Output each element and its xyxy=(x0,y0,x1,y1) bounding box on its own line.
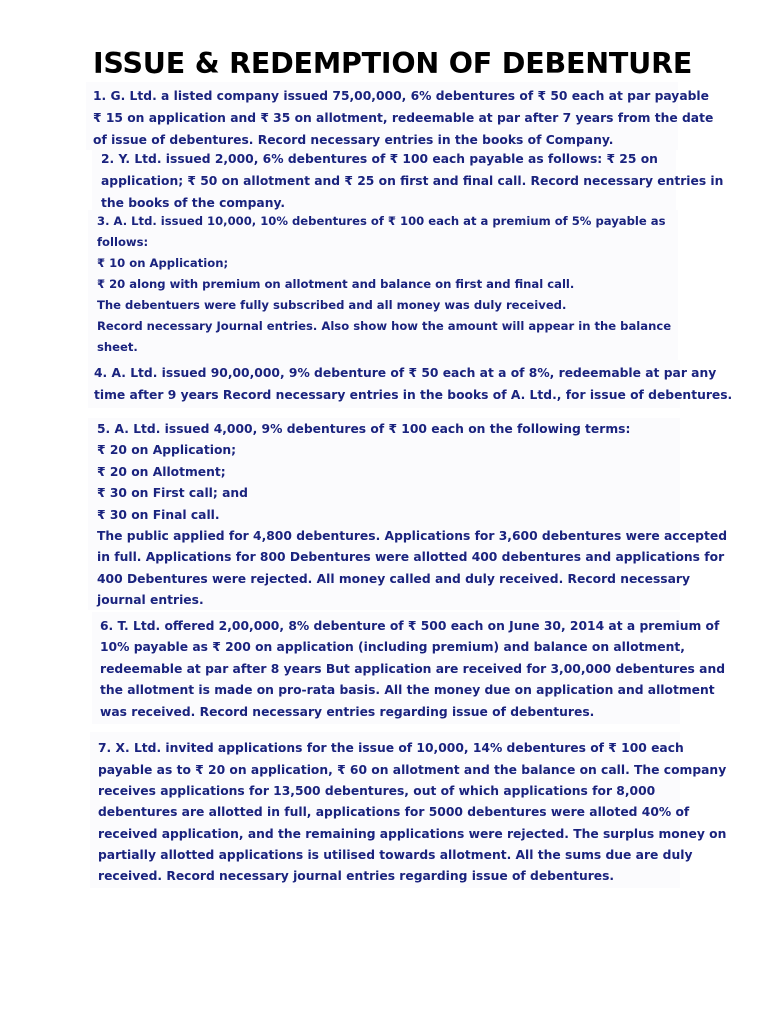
question-5-line-6: The public applied for 4,800 debentures. Applications for 3,600 debentures were accepted xyxy=(97,529,728,543)
page-title: ISSUE & REDEMPTION OF DEBENTURE xyxy=(93,47,693,80)
question-2-line-1: 2. Y. Ltd. issued 2,000, 6% debentures of ₹ 100 each payable as follows: ₹ 25 on xyxy=(101,152,658,166)
question-5-line-3: ₹ 20 on Allotment; xyxy=(97,465,226,479)
question-3-line-7: sheet. xyxy=(97,340,138,354)
question-7-line-1: 7. X. Ltd. invited applications for the issue of 10,000, 14% debentures of ₹ 100 each xyxy=(98,741,684,755)
question-5-line-2: ₹ 20 on Application; xyxy=(97,443,237,457)
question-5 xyxy=(88,418,728,610)
question-1-line-3: of issue of debentures. Record necessary entries in the books of Company. xyxy=(93,133,614,147)
question-4 xyxy=(88,360,733,408)
question-5-line-1: 5. A. Ltd. issued 4,000, 9% debentures of ₹ 100 each on the following terms: xyxy=(97,422,631,436)
question-6-line-4: the allotment is made on pro-rata basis. All the money due on application and allotment xyxy=(100,683,715,697)
question-1-line-1: 1. G. Ltd. a listed company issued 75,00,000, 6% debentures of ₹ 50 each at par payable xyxy=(93,89,709,103)
question-5-line-5: ₹ 30 on Final call. xyxy=(97,508,220,522)
question-3-line-6: Record necessary Journal entries. Also show how the amount will appear in the balance xyxy=(97,319,672,333)
question-6-line-1: 6. T. Ltd. offered 2,00,000, 8% debenture of ₹ 500 each on June 30, 2014 at a premium of xyxy=(100,619,720,633)
question-2-line-3: the books of the company. xyxy=(101,196,286,210)
question-3-line-4: ₹ 20 along with premium on allotment and balance on first and final call. xyxy=(97,277,575,291)
question-3-line-2: follows: xyxy=(97,235,149,249)
question-5-line-8: 400 Debentures were rejected. All money called and duly received. Record necessary xyxy=(97,572,690,586)
question-7-line-6: partially allotted applications is utilised towards allotment. All the sums due are duly xyxy=(98,848,693,862)
question-7-line-2: payable as to ₹ 20 on application, ₹ 60 on allotment and the balance on call. The company xyxy=(98,763,727,777)
question-5-line-9: journal entries. xyxy=(97,593,204,607)
question-7-line-4: debentures are allotted in full, applications for 5000 debentures were alloted 40% of xyxy=(98,805,690,819)
question-7-line-5: received application, and the remaining applications were rejected. The surplus money on xyxy=(98,827,727,841)
question-1 xyxy=(86,82,714,150)
question-1-line-2: ₹ 15 on application and ₹ 35 on allotment, redeemable at par after 7 years from the date xyxy=(93,111,714,125)
question-6-line-2: 10% payable as ₹ 200 on application (including premium) and balance on allotment, xyxy=(100,640,685,654)
question-3-line-5: The debentuers were fully subscribed and all money was duly received. xyxy=(97,298,567,312)
question-2-line-2: application; ₹ 50 on allotment and ₹ 25 on first and final call. Record necessary entries in xyxy=(101,174,724,188)
question-6-line-5: was received. Record necessary entries regarding issue of debentures. xyxy=(100,705,595,719)
question-3-line-1: 3. A. Ltd. issued 10,000, 10% debentures of ₹ 100 each at a premium of 5% payable as xyxy=(97,214,666,228)
question-3-line-3: ₹ 10 on Application; xyxy=(97,256,229,270)
question-5-line-7: in full. Applications for 800 Debentures were allotted 400 debentures and applications for xyxy=(97,550,725,564)
question-6-line-3: redeemable at par after 8 years But application are received for 3,00,000 debentures and xyxy=(100,662,725,676)
question-2 xyxy=(92,150,724,210)
question-4-line-1: 4. A. Ltd. issued 90,00,000, 9% debenture of ₹ 50 each at a of 8%, redeemable at par any xyxy=(94,366,717,380)
question-6 xyxy=(92,612,725,724)
question-7-line-3: receives applications for 13,500 debentures, out of which applications for 8,000 xyxy=(98,784,656,798)
question-5-line-4: ₹ 30 on First call; and xyxy=(97,486,248,500)
question-3 xyxy=(88,210,678,360)
question-7-line-7: received. Record necessary journal entries regarding issue of debentures. xyxy=(98,869,615,883)
question-4-line-2: time after 9 years Record necessary entries in the books of A. Ltd., for issue of debentures. xyxy=(94,388,733,402)
question-7 xyxy=(90,732,727,888)
